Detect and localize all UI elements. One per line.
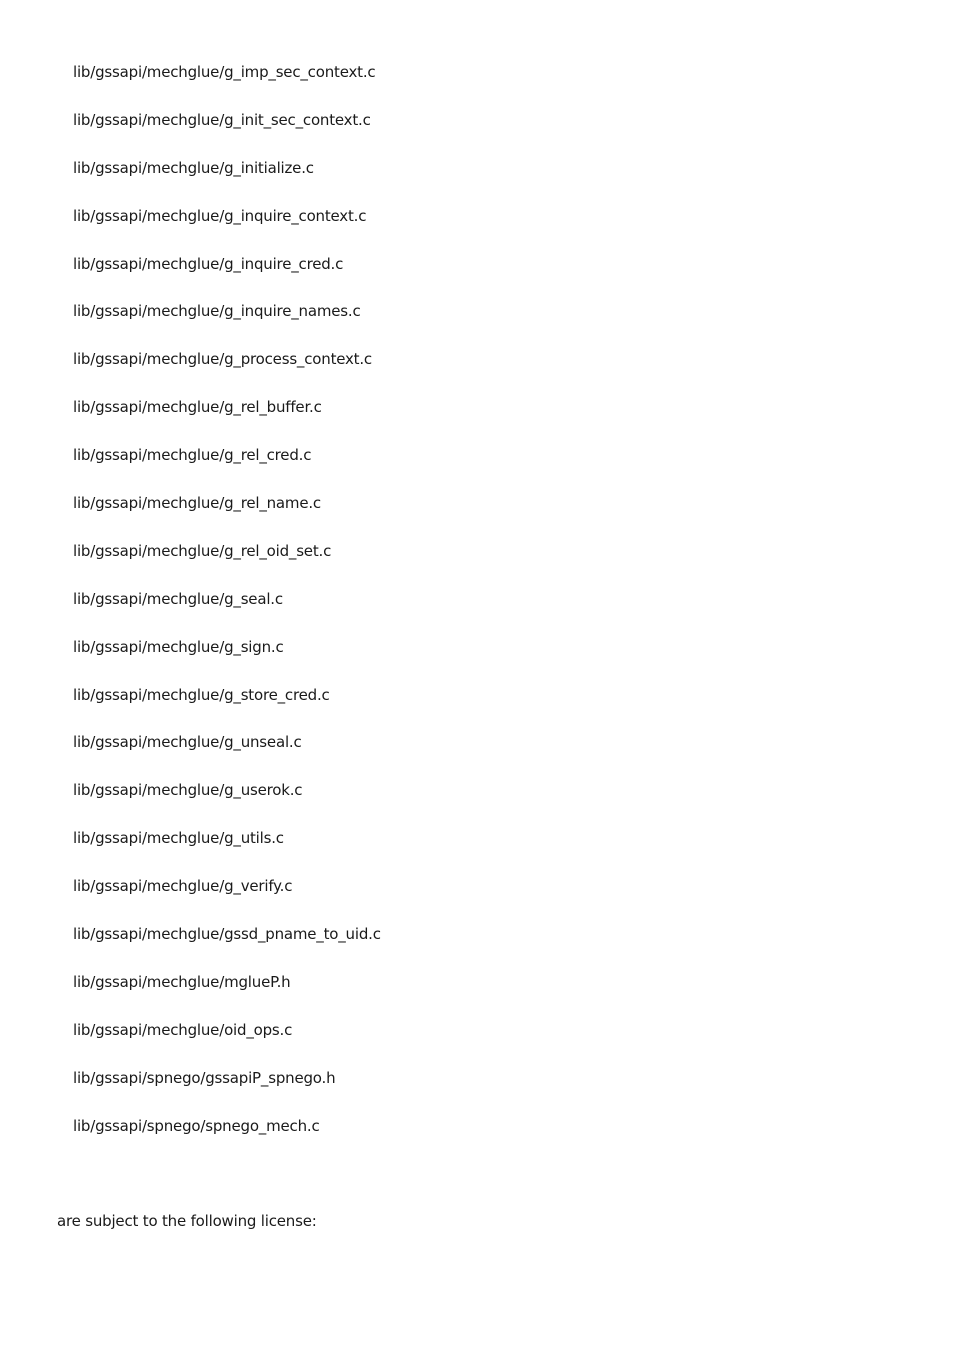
- file-path: lib/gssapi/mechglue/g_init_sec_context.c: [73, 110, 371, 129]
- file-path: lib/gssapi/mechglue/g_rel_oid_set.c: [73, 541, 332, 560]
- file-path: lib/gssapi/mechglue/g_verify.c: [73, 877, 293, 896]
- file-path: lib/gssapi/mechglue/g_unseal.c: [73, 733, 302, 752]
- file-path: lib/gssapi/mechglue/g_rel_cred.c: [73, 446, 312, 465]
- file-path: lib/gssapi/mechglue/g_imp_sec_context.c: [73, 63, 376, 81]
- file-path: lib/gssapi/mechglue/g_process_context.c: [73, 350, 372, 369]
- file-path: lib/gssapi/mechglue/g_inquire_cred.c: [73, 254, 344, 273]
- file-path: lib/gssapi/mechglue/g_inquire_context.c: [73, 206, 367, 225]
- file-path: lib/gssapi/mechglue/g_rel_buffer.c: [73, 398, 322, 417]
- file-path: lib/gssapi/mechglue/gssd_pname_to_uid.c: [73, 925, 381, 944]
- file-path: lib/gssapi/mechglue/oid_ops.c: [73, 1020, 293, 1039]
- file-path: lib/gssapi/mechglue/g_initialize.c: [73, 158, 314, 177]
- file-path: lib/gssapi/mechglue/g_sign.c: [73, 637, 284, 656]
- file-path: lib/gssapi/mechglue/g_inquire_names.c: [73, 302, 361, 321]
- file-path: lib/gssapi/spnego/gssapiP_spnego.h: [73, 1068, 336, 1087]
- file-path: lib/gssapi/mechglue/g_seal.c: [73, 589, 283, 608]
- file-path: lib/gssapi/mechglue/g_userok.c: [73, 781, 303, 800]
- file-list: [73, 60, 381, 1161]
- file-path: lib/gssapi/mechglue/g_rel_name.c: [73, 494, 321, 513]
- license-intro-text: are subject to the following license:: [57, 1212, 317, 1230]
- file-path: lib/gssapi/mechglue/g_utils.c: [73, 829, 284, 848]
- file-path: lib/gssapi/spnego/spnego_mech.c: [73, 1116, 320, 1135]
- file-path: lib/gssapi/mechglue/g_store_cred.c: [73, 685, 330, 704]
- file-path: lib/gssapi/mechglue/mglueP.h: [73, 972, 291, 991]
